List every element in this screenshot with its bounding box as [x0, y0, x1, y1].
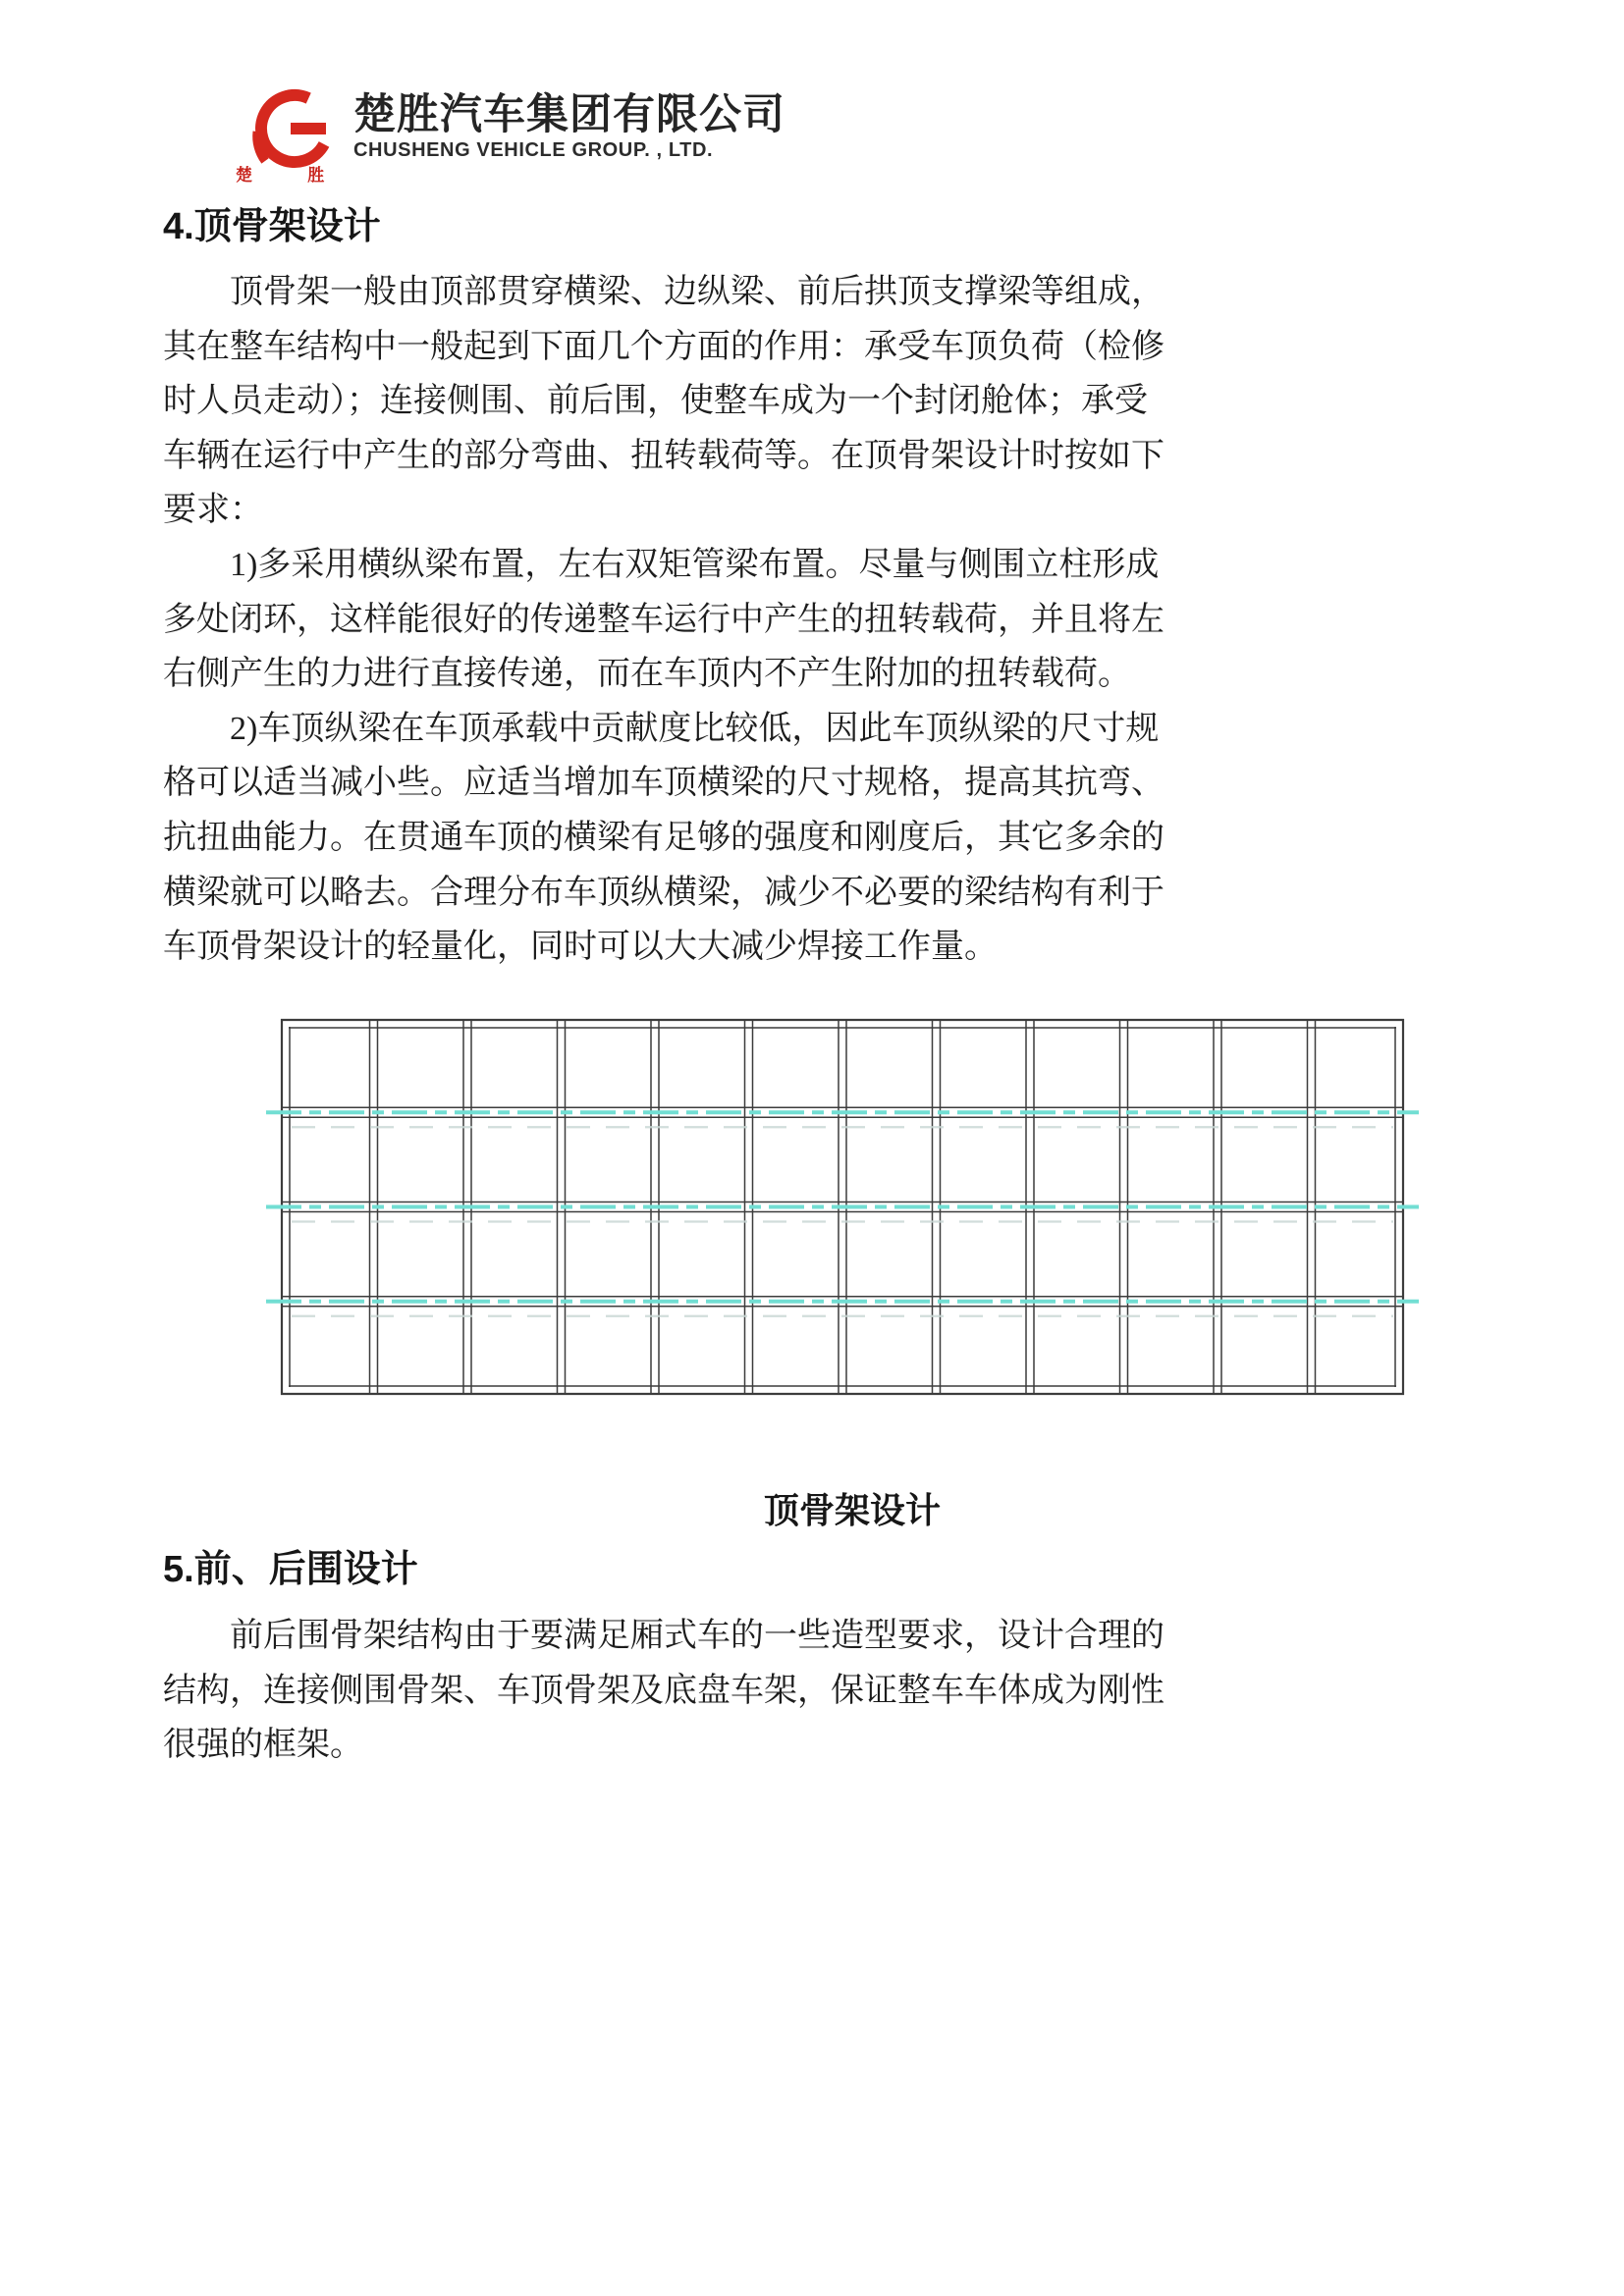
emblem-caption: 楚 胜: [236, 166, 351, 185]
text-line: 2)车顶纵梁在车顶承载中贡献度比较低，因此车顶纵梁的尺寸规: [230, 710, 1160, 747]
text-line: 很强的框架。: [163, 1727, 363, 1764]
section-4-heading: 4.顶骨架设计: [163, 206, 381, 247]
text-line: 车顶骨架设计的轻量化，同时可以大大减少焊接工作量。: [163, 929, 998, 966]
company-logo: [236, 84, 785, 185]
roof-frame-diagram: [280, 1018, 1405, 1396]
company-name-en: CHUSHENG VEHICLE GROUP. , LTD.: [353, 139, 714, 161]
text-line: 时人员走动）；连接侧围、前后围，使整车成为一个封闭舱体；承受: [163, 383, 1148, 420]
company-logo-emblem: [236, 84, 351, 185]
paragraph-point-1: [163, 538, 1475, 702]
text-line: 要求：: [163, 492, 263, 529]
text-line: 车辆在运行中产生的部分弯曲、扭转载荷等。在顶骨架设计时按如下: [163, 437, 1164, 474]
section-5-heading: 5.前、后围设计: [163, 1549, 418, 1590]
figure-caption: 顶骨架设计: [763, 1490, 941, 1530]
company-name-cn: 楚胜汽车集团有限公司: [353, 91, 785, 138]
paragraph-front-rear: [163, 1609, 1475, 1773]
text-line: 其在整车结构中一般起到下面几个方面的作用：承受车顶负荷（检修: [163, 328, 1164, 365]
text-line: 格可以适当减小些。应适当增加车顶横梁的尺寸规格，提高其抗弯、: [163, 765, 1164, 802]
text-line: 结构，连接侧围骨架、车顶骨架及底盘车架，保证整车车体成为刚性: [163, 1672, 1164, 1709]
text-line: 1)多采用横纵梁布置，左右双矩管梁布置。尽量与侧围立柱形成: [230, 546, 1160, 583]
text-line: 顶骨架一般由顶部贯穿横梁、边纵梁、前后拱顶支撑梁等组成，: [230, 274, 1164, 310]
text-line: 抗扭曲能力。在贯通车顶的横梁有足够的强度和刚度后，其它多余的: [163, 819, 1164, 856]
section-4-body: [163, 265, 1475, 975]
text-line: 横梁就可以略去。合理分布车顶纵横梁，减少不必要的梁结构有利于: [163, 874, 1164, 911]
text-line: 右侧产生的力进行直接传递，而在车顶内不产生附加的扭转载荷。: [163, 656, 1131, 693]
paragraph-point-2: [163, 702, 1475, 975]
text-line: 前后围骨架结构由于要满足厢式车的一些造型要求，设计合理的: [230, 1618, 1164, 1654]
company-logo-text: [353, 84, 785, 162]
roof-frame-grid-svg: [280, 1018, 1405, 1396]
section-5-body: [163, 1609, 1475, 1773]
text-line: 多处闭环，这样能很好的传递整车运行中产生的扭转载荷，并且将左: [163, 601, 1164, 638]
paragraph-intro: [163, 265, 1475, 538]
